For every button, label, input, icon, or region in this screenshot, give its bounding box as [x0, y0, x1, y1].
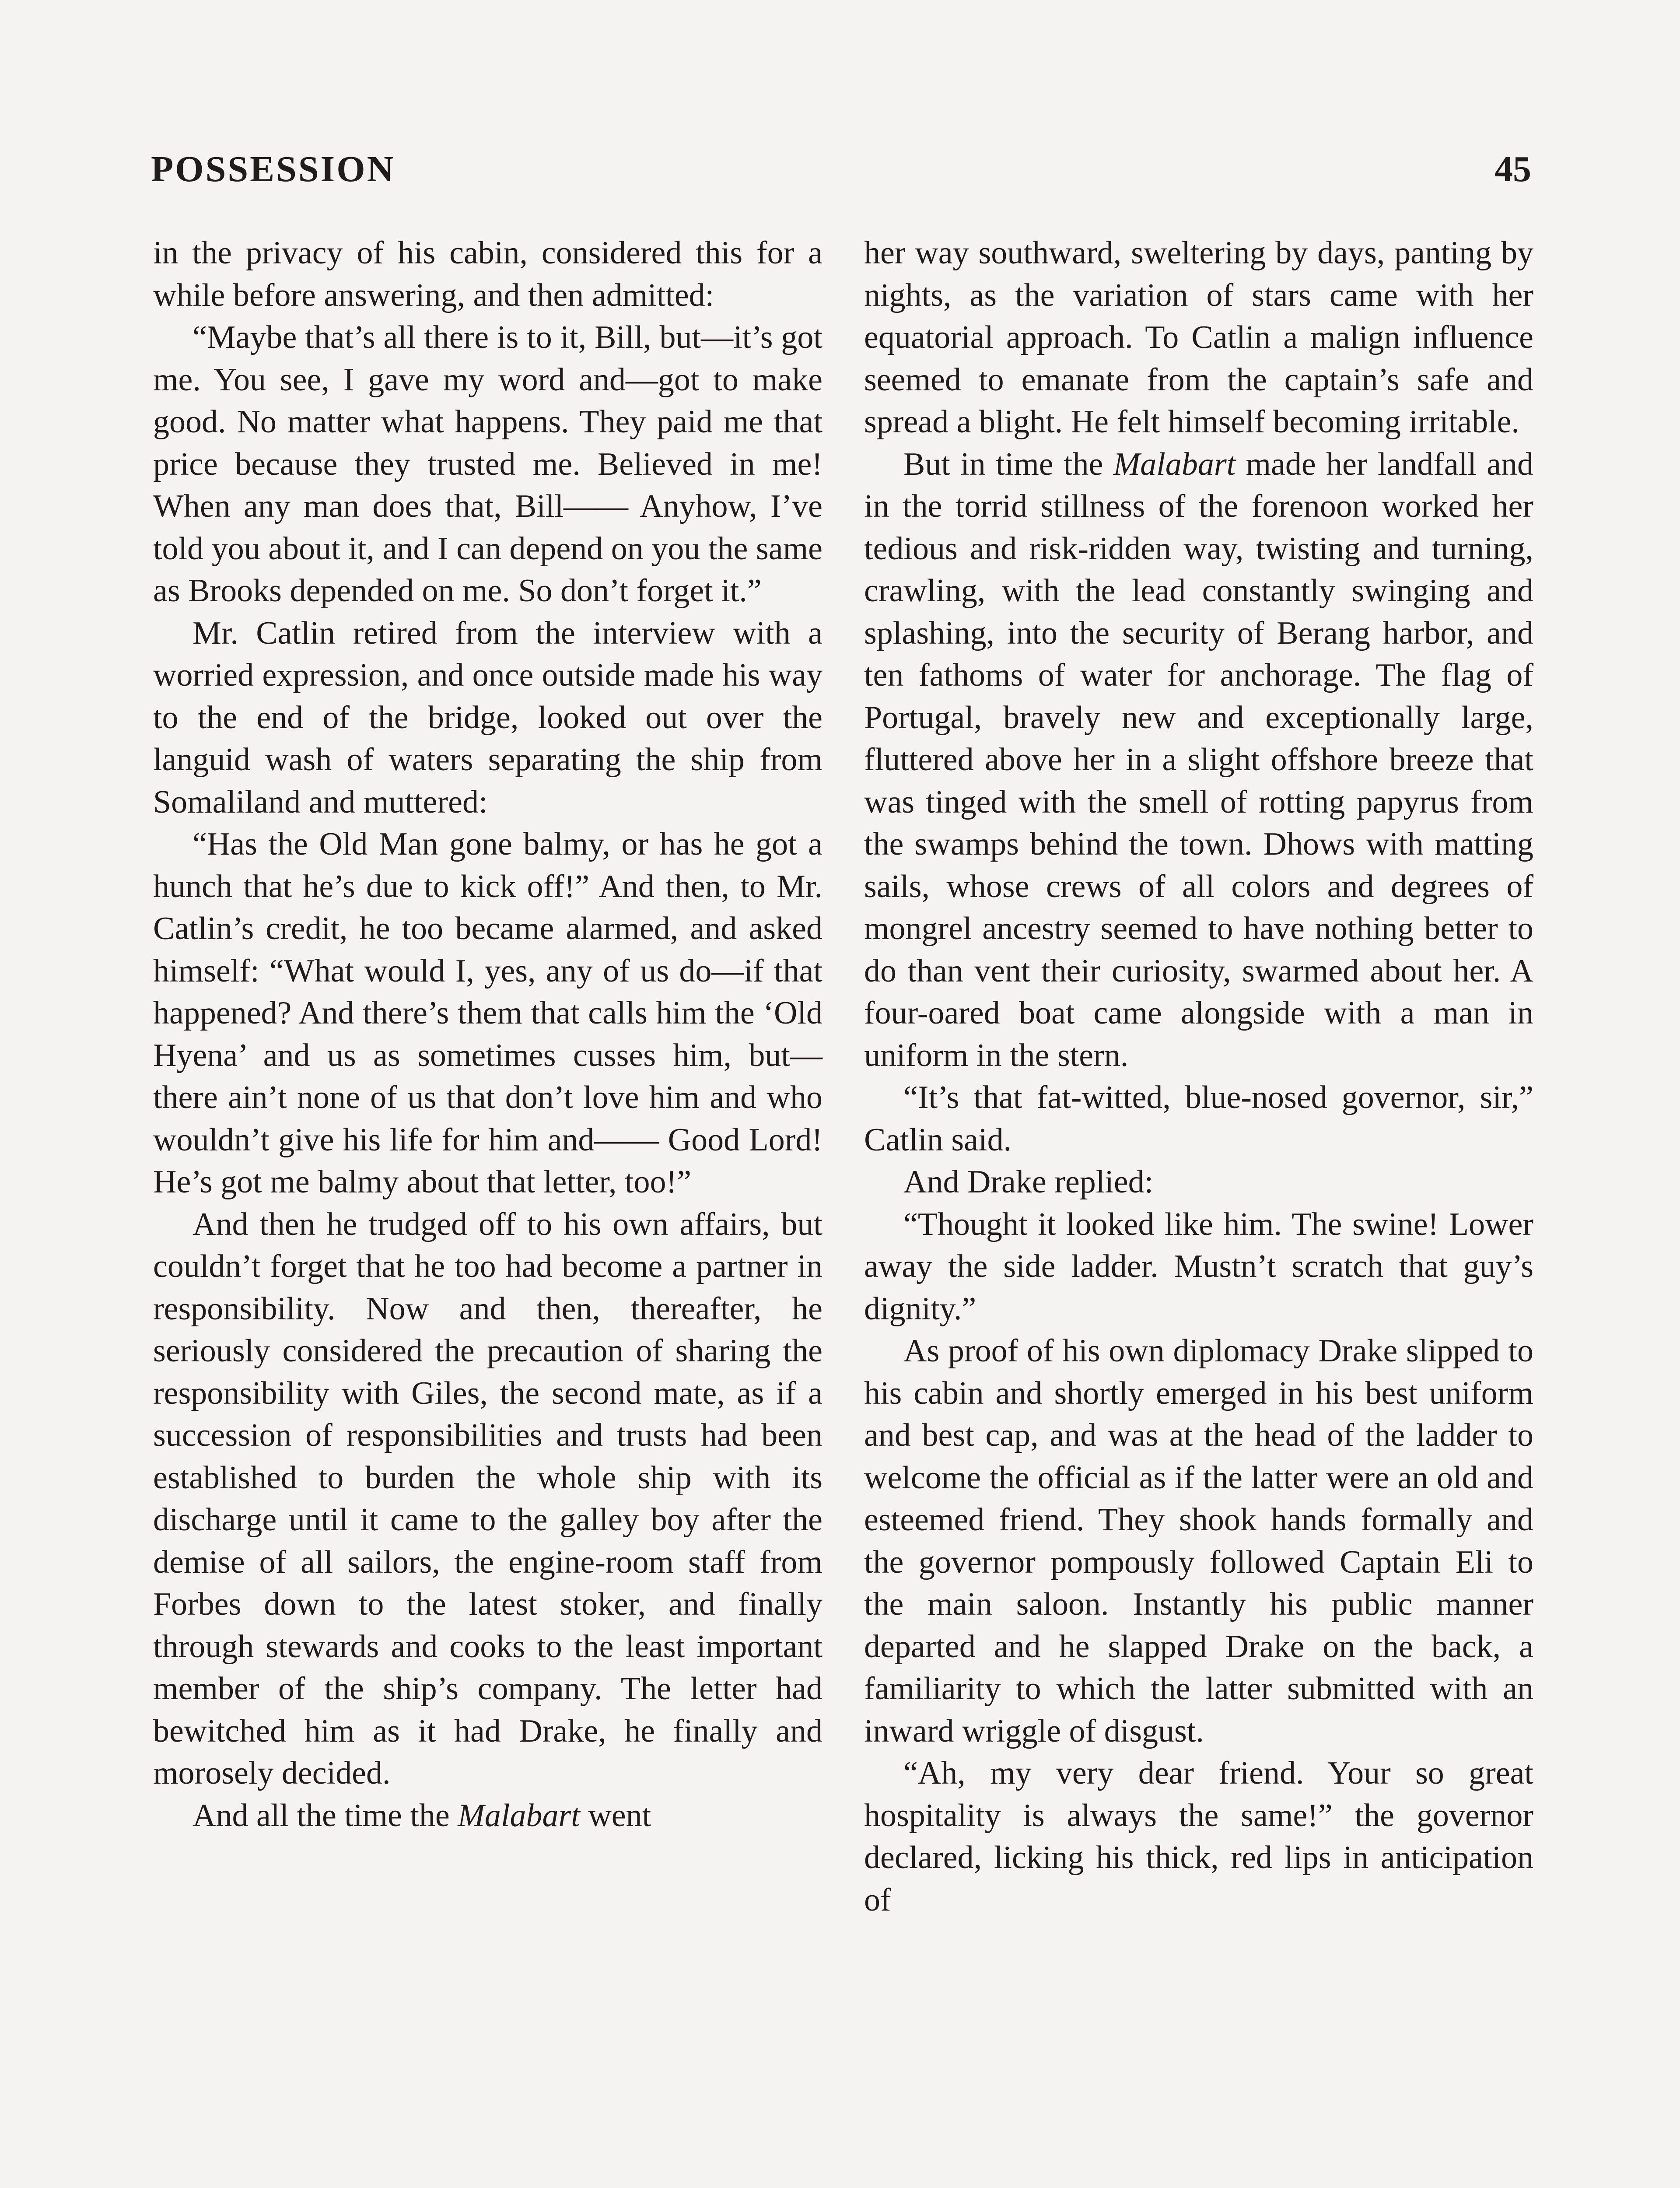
page-number: 45 — [1494, 149, 1531, 189]
paragraph: in the privacy of his cabin, considered this for a while before answering, and then admitted: — [153, 235, 822, 313]
paragraph: “Ah, my very dear friend. Your so great hospitality is always the same!” the governor declared, licking his thick, red lips in anticipation of — [864, 1755, 1533, 1918]
running-title: POSSESSION — [151, 149, 396, 189]
text-run: But in time the — [903, 446, 1113, 482]
paragraph: And then he trudged off to his own affairs, but couldn’t forget that he too had become a partner in responsibility. Now and then, thereafter, he seriously considered the precaution of sharing the responsibility with Giles, the second mate, as if a succession of responsibilities and trusts had been established to burden the whole ship with its discharge until it came to the galley boy after the demise of all sailors, the engine-room staff from Forbes down to the latest stoker, and finally through stewards and cooks to the least important member of the ship’s company. The letter had bewitched him as it had Drake, he finally and morosely decided. — [153, 1206, 822, 1791]
paragraph: As proof of his own diplomacy Drake slipped to his cabin and shortly emerged in his best uniform and best cap, and was at the head of the ladder to welcome the official as if the latter were an old and esteemed friend. They shook hands formally and the governor pompously followed Captain Eli to the main saloon. Instantly his public manner departed and he slapped Drake on the back, a familiarity to which the latter submitted with an inward wriggle of disgust. — [864, 1333, 1533, 1749]
paragraph: “Has the Old Man gone balmy, or has he got a hunch that he’s due to kick off!” And then, to Mr. Catlin’s credit, he too became alarmed, and asked himself: “What would I, yes, any of us do—if that happened? And there’s them that calls him the ‘Old Hyena’ and us as sometimes cusses him, but—there ain’t none of us that don’t love him and who wouldn’t give his life for him and—— Good Lord! He’s got me balmy about that letter, too!” — [153, 826, 822, 1200]
text-run: went — [580, 1797, 651, 1834]
paragraph: “Thought it looked like him. The swine! Lower away the side ladder. Mustn’t scratch that guy’s dignity.” — [864, 1206, 1533, 1327]
paragraph: “It’s that fat-witted, blue-nosed governor, sir,” Catlin said. — [864, 1080, 1533, 1158]
left-column — [153, 232, 822, 1837]
right-column — [864, 232, 1533, 1921]
ship-name: Malabart — [458, 1797, 580, 1834]
paragraph — [153, 1795, 822, 1837]
paragraph: her way southward, sweltering by days, panting by nights, as the variation of stars came with her equatorial approach. To Catlin a malign influence seemed to emanate from the captain’s safe and spread a blight. He felt himself becoming irritable. — [864, 235, 1533, 440]
text-run: And all the time the — [192, 1797, 458, 1834]
text-run: made her landfall and in the torrid stillness of the forenoon worked her tedious and risk-ridden way, twisting and turning, crawling, with the lead constantly swinging and splashing, into the security of Berang harbor, and ten fathoms of water for anchorage. The flag of Portugal, bravely new and exceptionally large, fluttered above her in a slight offshore breeze that was tinged with the smell of rotting papyrus from the swamps behind the town. Dhows with matting sails, whose crews of all colors and degrees of mongrel ancestry seemed to have nothing better to do than vent their curiosity, swarmed about her. A four-oared boat came alongside with a man in uniform in the stern. — [864, 446, 1533, 1073]
paragraph: Mr. Catlin retired from the interview with a worried expression, and once outside made his way to the end of the bridge, looked out over the languid wash of waters separating the ship from Somaliland and muttered: — [153, 615, 822, 820]
paragraph — [864, 443, 1533, 1077]
paragraph: “Maybe that’s all there is to it, Bill, but—it’s got me. You see, I gave my word and—got to make good. No matter what happens. They paid me that price because they trusted me. Believed in me! When any man does that, Bill—— Anyhow, I’ve told you about it, and I can depend on you the same as Brooks depended on me. So don’t forget it.” — [153, 319, 822, 609]
paragraph: And Drake replied: — [903, 1164, 1154, 1200]
ship-name: Malabart — [1113, 446, 1236, 482]
